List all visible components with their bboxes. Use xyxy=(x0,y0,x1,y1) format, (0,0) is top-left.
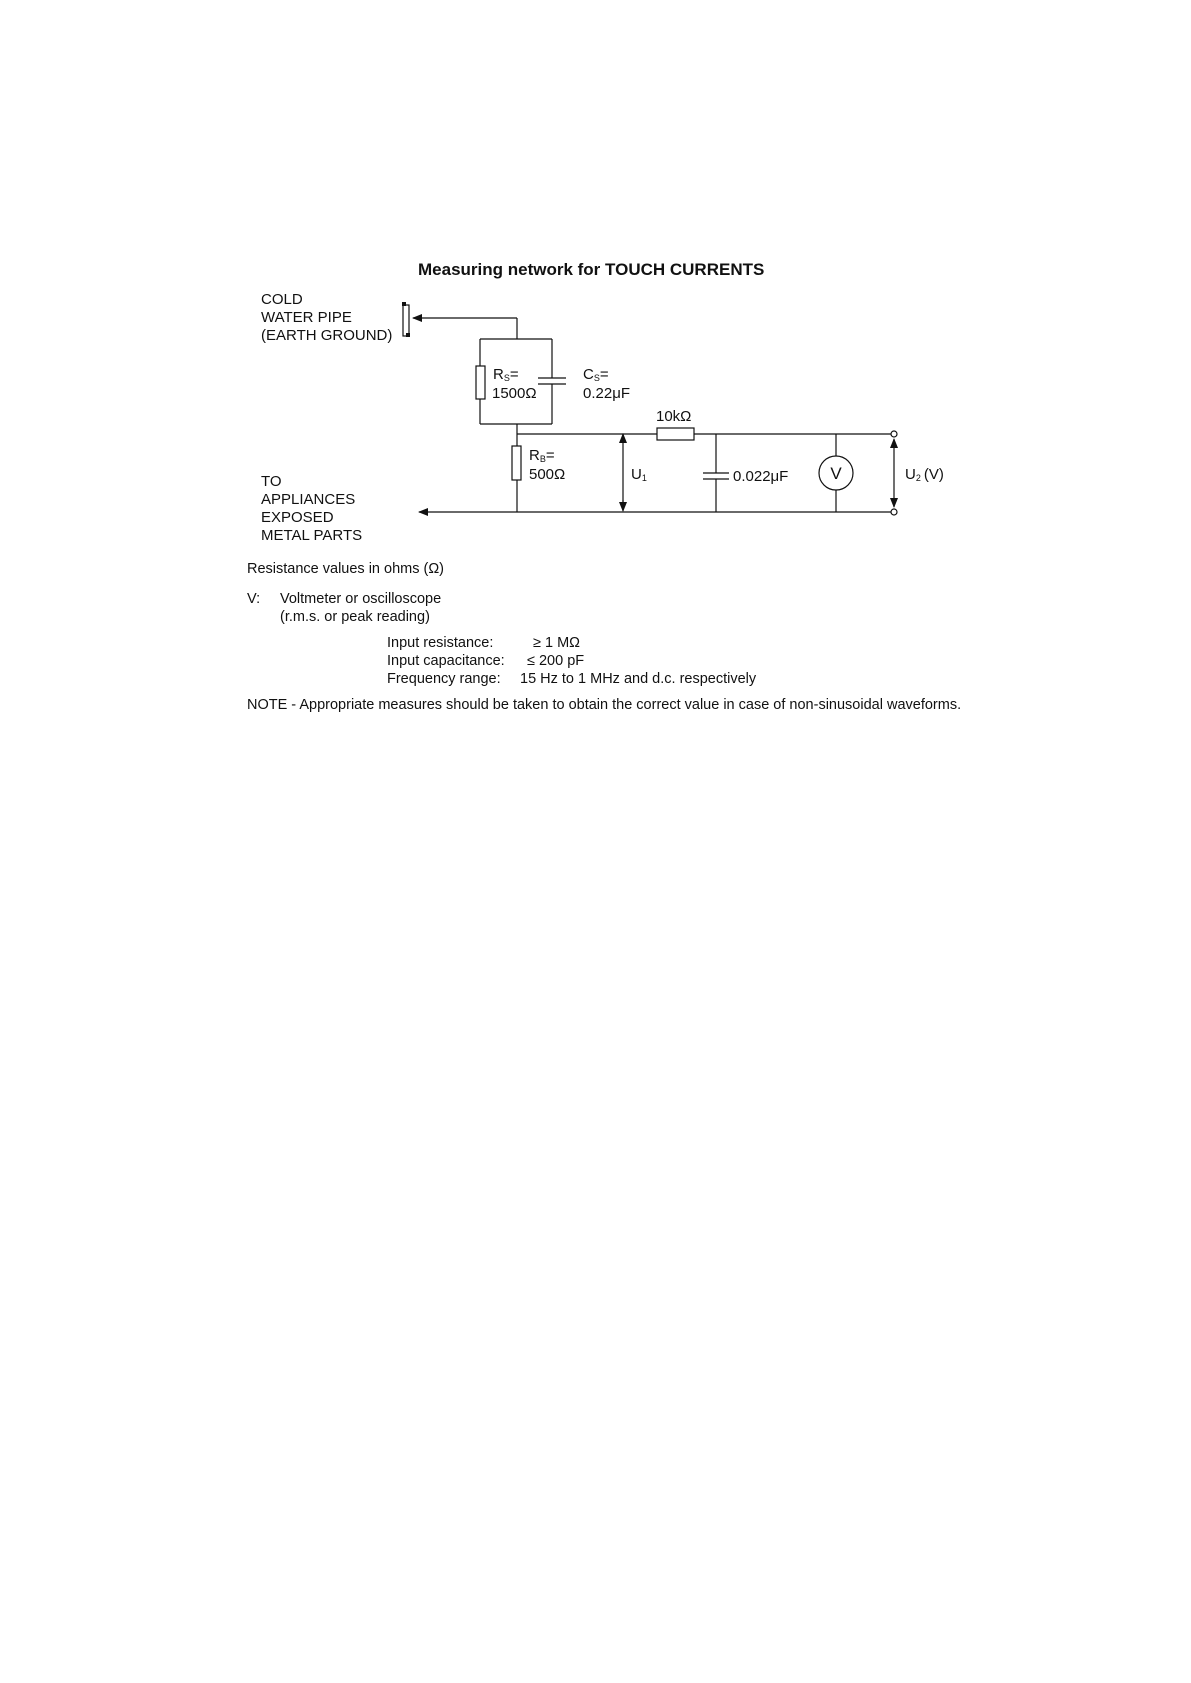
rs-label: RS= xyxy=(493,366,519,383)
appliance-label-line4: METAL PARTS xyxy=(261,527,363,544)
cs-value: 0.22μF xyxy=(583,385,630,402)
resistor-rs xyxy=(476,366,485,399)
v-desc-line1: Voltmeter or oscilloscope xyxy=(280,591,442,607)
u1-label: U1 xyxy=(631,466,647,483)
input-capacitance-label: Input capacitance: xyxy=(387,653,505,669)
appliance-label-line1: TO xyxy=(261,473,282,490)
resistor-10k xyxy=(657,428,694,440)
rs-value: 1500Ω xyxy=(492,385,537,402)
resistance-note: Resistance values in ohms (Ω) xyxy=(247,561,444,577)
appliance-label-line2: APPLIANCES xyxy=(261,491,356,508)
ground-label-line1: COLD xyxy=(261,291,303,308)
appliance-label-line3: EXPOSED xyxy=(261,509,334,526)
cs-label: CS= xyxy=(583,366,609,383)
c1-value: 0.022μF xyxy=(733,468,789,485)
input-resistance-label: Input resistance: xyxy=(387,635,494,651)
rb-value: 500Ω xyxy=(529,466,566,483)
frequency-label: Frequency range: xyxy=(387,671,501,687)
terminal-top xyxy=(891,431,897,437)
resistor-rb xyxy=(512,446,521,480)
frequency-value: 15 Hz to 1 MHz and d.c. respectively xyxy=(520,671,757,687)
input-capacitance-value: ≤ 200 pF xyxy=(527,653,585,669)
v-key: V: xyxy=(247,591,261,607)
r1-value: 10kΩ xyxy=(656,408,692,425)
diagram-title: Measuring network for TOUCH CURRENTS xyxy=(418,260,765,279)
rb-label: RB= xyxy=(529,447,555,464)
voltmeter-symbol: V xyxy=(830,464,842,483)
waveform-note: NOTE - Appropriate measures should be taken to obtain the correct value in case of non-sinusoidal waveforms. xyxy=(247,697,962,713)
ground-label-line3: (EARTH GROUND) xyxy=(261,327,393,344)
ground-probe xyxy=(402,302,410,337)
touch-current-circuit xyxy=(0,0,1191,560)
u2-label: U2 (V) xyxy=(905,466,944,483)
ground-label-line2: WATER PIPE xyxy=(261,309,352,326)
input-resistance-value: ≥ 1 MΩ xyxy=(533,635,580,651)
v-desc-line2: (r.m.s. or peak reading) xyxy=(280,609,430,625)
terminal-bottom xyxy=(891,509,897,515)
